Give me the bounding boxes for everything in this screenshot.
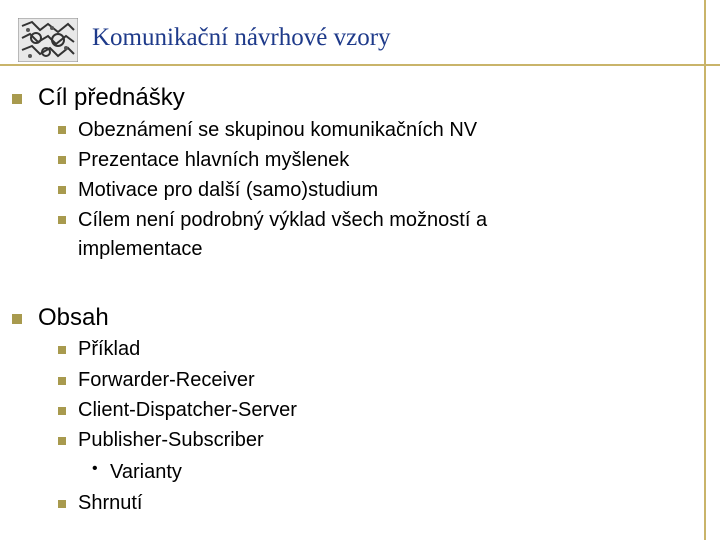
- list-item: Motivace pro další (samo)studium: [78, 179, 379, 201]
- list-item: Prezentace hlavních myšlenek: [78, 149, 350, 171]
- list-item: Příklad: [78, 338, 141, 360]
- sub-list-item: Varianty: [110, 461, 182, 483]
- item-bullet-icon: [58, 437, 66, 445]
- list-item-continuation: implementace: [78, 238, 203, 260]
- item-bullet-icon: [58, 126, 66, 134]
- logo: [18, 18, 78, 62]
- list-item: Client-Dispatcher-Server: [78, 399, 297, 421]
- slide-title: Komunikační návrhové vzory: [92, 24, 391, 51]
- section-heading: Cíl přednášky: [38, 84, 185, 111]
- item-bullet-icon: [58, 500, 66, 508]
- item-bullet-icon: [58, 346, 66, 354]
- sub-bullet-icon: •: [92, 460, 98, 477]
- list-item: Publisher-Subscriber: [78, 429, 264, 451]
- frame-top-line: [0, 64, 720, 66]
- list-item: Obeznámení se skupinou komunikačních NV: [78, 119, 478, 141]
- item-bullet-icon: [58, 407, 66, 415]
- section-heading: Obsah: [38, 304, 109, 331]
- abstract-pattern-logo-icon: [18, 18, 78, 62]
- item-bullet-icon: [58, 216, 66, 224]
- list-item: Shrnutí: [78, 492, 143, 514]
- frame-right-line: [704, 0, 706, 540]
- item-bullet-icon: [58, 186, 66, 194]
- section-bullet-icon: [12, 94, 22, 104]
- list-item: Forwarder-Receiver: [78, 369, 255, 391]
- section-bullet-icon: [12, 314, 22, 324]
- item-bullet-icon: [58, 156, 66, 164]
- list-item: Cílem není podrobný výklad všech možností a: [78, 209, 488, 231]
- item-bullet-icon: [58, 377, 66, 385]
